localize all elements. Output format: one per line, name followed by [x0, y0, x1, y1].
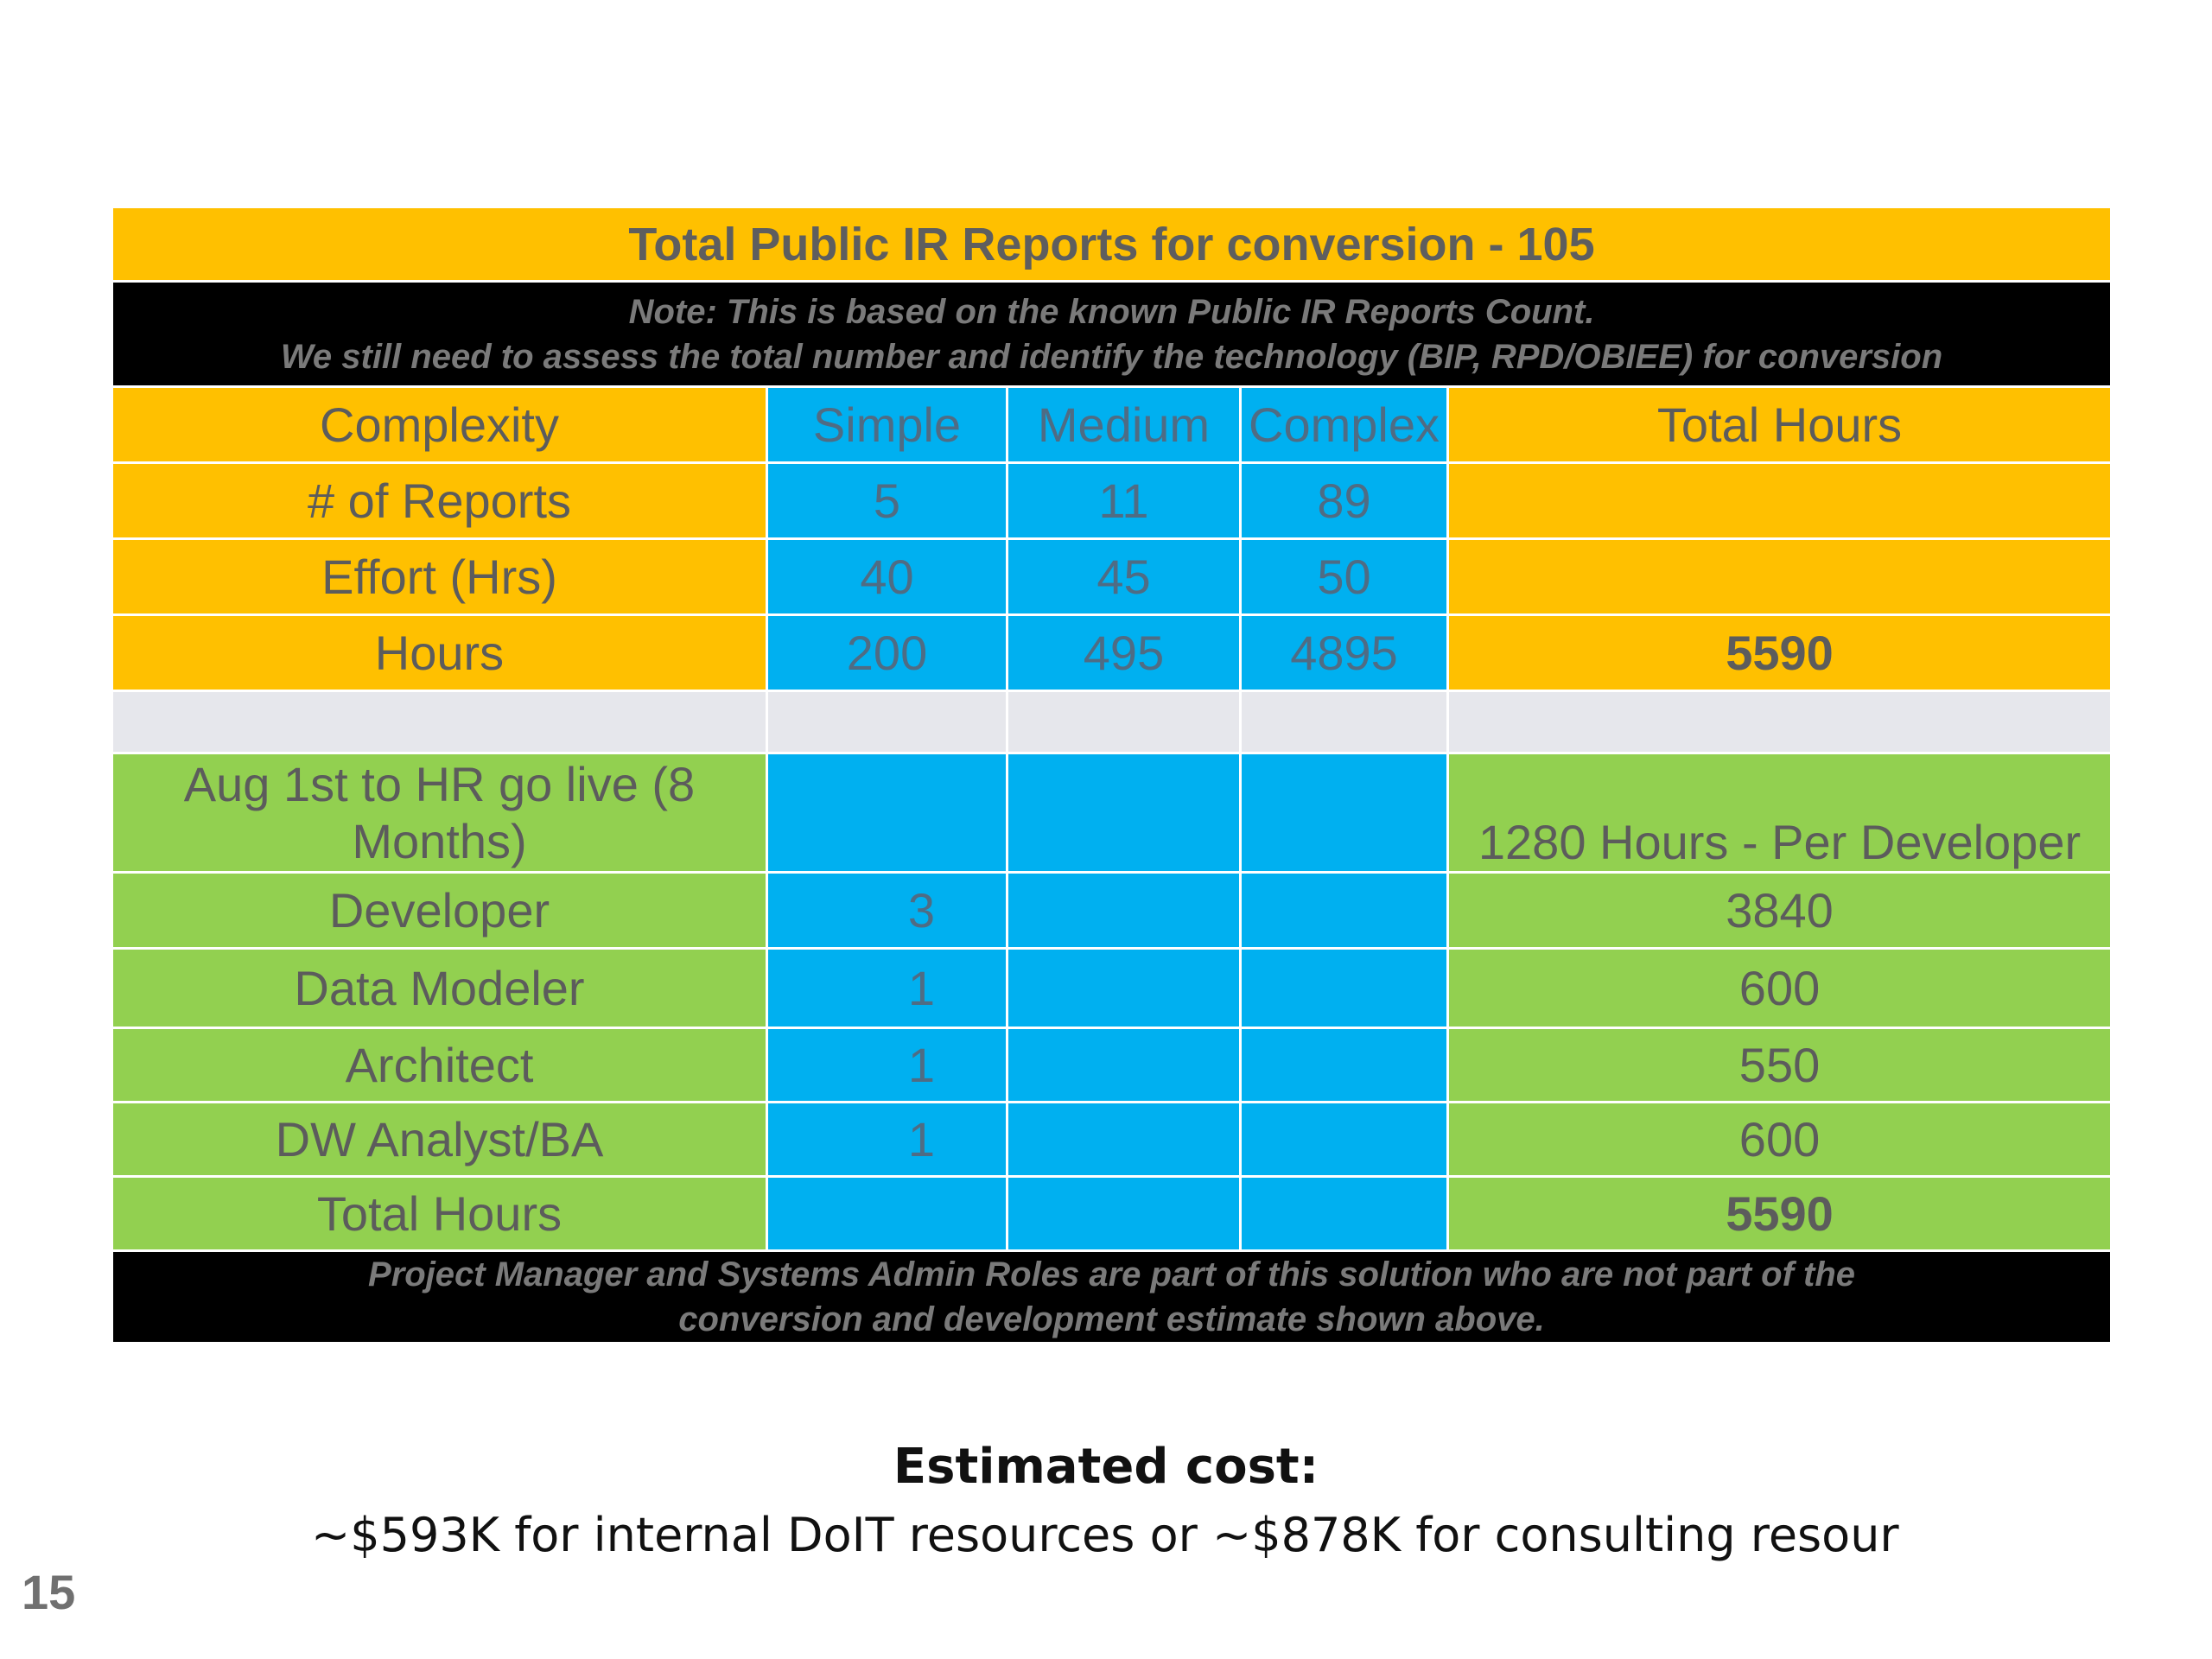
period-total: 1280 Hours - Per Developer — [1448, 753, 2112, 873]
table-row — [112, 539, 2112, 615]
cell-medium: 495 — [1007, 615, 1241, 691]
cell-empty — [1007, 1177, 1241, 1251]
cell-count — [767, 1177, 1007, 1251]
slide-number: 15 — [22, 1565, 76, 1619]
cell-empty — [1241, 1028, 1448, 1103]
cell-empty — [1007, 873, 1241, 949]
spacer-cell — [1007, 691, 1241, 753]
cell-total — [1448, 539, 2112, 615]
note-line-1: Note: This is based on the known Public IR Reports Count. — [628, 292, 1595, 331]
header-total-hours: Total Hours — [1448, 387, 2112, 463]
table-row — [112, 1177, 2112, 1251]
table-row — [112, 615, 2112, 691]
cell-count: 3 — [767, 873, 1007, 949]
cell-total: 600 — [1448, 1103, 2112, 1177]
footer-line-1: Project Manager and Systems Admin Roles are part of this solution who are not part of the — [368, 1255, 1856, 1294]
header-row — [112, 387, 2112, 463]
cell-complex: 4895 — [1241, 615, 1448, 691]
cell-empty — [1241, 1103, 1448, 1177]
cell-complex: 50 — [1241, 539, 1448, 615]
header-simple: Simple — [767, 387, 1007, 463]
table-note — [112, 282, 2112, 387]
cell-count: 1 — [767, 1103, 1007, 1177]
table-footer-row — [112, 1251, 2112, 1344]
period-simple — [767, 753, 1007, 873]
table-row — [112, 463, 2112, 539]
row-label: Total Hours — [112, 1177, 767, 1251]
spacer-cell — [112, 691, 767, 753]
cell-total: 550 — [1448, 1028, 2112, 1103]
period-complex — [1241, 753, 1448, 873]
table-row — [112, 1028, 2112, 1103]
spacer-cell — [1241, 691, 1448, 753]
cell-medium: 45 — [1007, 539, 1241, 615]
cell-empty — [1241, 873, 1448, 949]
cell-simple: 200 — [767, 615, 1007, 691]
cell-empty — [1241, 1177, 1448, 1251]
header-complex: Complex — [1241, 387, 1448, 463]
cell-medium: 11 — [1007, 463, 1241, 539]
table-row — [112, 1103, 2112, 1177]
cost-title: Estimated cost: — [893, 1439, 1319, 1495]
row-label: Architect — [112, 1028, 767, 1103]
footer-line-2: conversion and development estimate shown above. — [678, 1300, 1545, 1338]
cell-total — [1448, 463, 2112, 539]
table-note-row — [112, 282, 2112, 387]
header-complexity: Complexity — [112, 387, 767, 463]
period-row — [112, 753, 2112, 873]
cell-total: 3840 — [1448, 873, 2112, 949]
table-row — [112, 873, 2112, 949]
cell-complex: 89 — [1241, 463, 1448, 539]
row-label: Data Modeler — [112, 949, 767, 1028]
cell-empty — [1007, 1028, 1241, 1103]
cell-empty — [1007, 949, 1241, 1028]
table-footer — [112, 1251, 2112, 1344]
cell-empty — [1007, 1103, 1241, 1177]
cell-count: 1 — [767, 949, 1007, 1028]
table-title-row — [112, 207, 2112, 282]
cell-count: 1 — [767, 1028, 1007, 1103]
row-label: Effort (Hrs) — [112, 539, 767, 615]
table-title: Total Public IR Reports for conversion - 105 — [112, 207, 2112, 282]
period-medium — [1007, 753, 1241, 873]
row-label: DW Analyst/BA — [112, 1103, 767, 1177]
spacer-cell — [767, 691, 1007, 753]
cell-simple: 40 — [767, 539, 1007, 615]
estimate-table — [111, 206, 2113, 1344]
row-label: Developer — [112, 873, 767, 949]
cell-total: 5590 — [1448, 1177, 2112, 1251]
cell-empty — [1241, 949, 1448, 1028]
spacer-cell — [1448, 691, 2112, 753]
spacer-row — [112, 691, 2112, 753]
cell-total: 5590 — [1448, 615, 2112, 691]
row-label: # of Reports — [112, 463, 767, 539]
cost-text: ~$593K for internal DoIT resources or ~$878K for consulting resour — [311, 1508, 1899, 1562]
row-label: Hours — [112, 615, 767, 691]
table-row — [112, 949, 2112, 1028]
cell-total: 600 — [1448, 949, 2112, 1028]
header-medium: Medium — [1007, 387, 1241, 463]
note-line-2: We still need to assess the total number and identify the technology (BIP, RPD/OBIEE) for conversion — [280, 337, 1943, 376]
cell-simple: 5 — [767, 463, 1007, 539]
period-label: Aug 1st to HR go live (8 Months) — [112, 753, 767, 873]
